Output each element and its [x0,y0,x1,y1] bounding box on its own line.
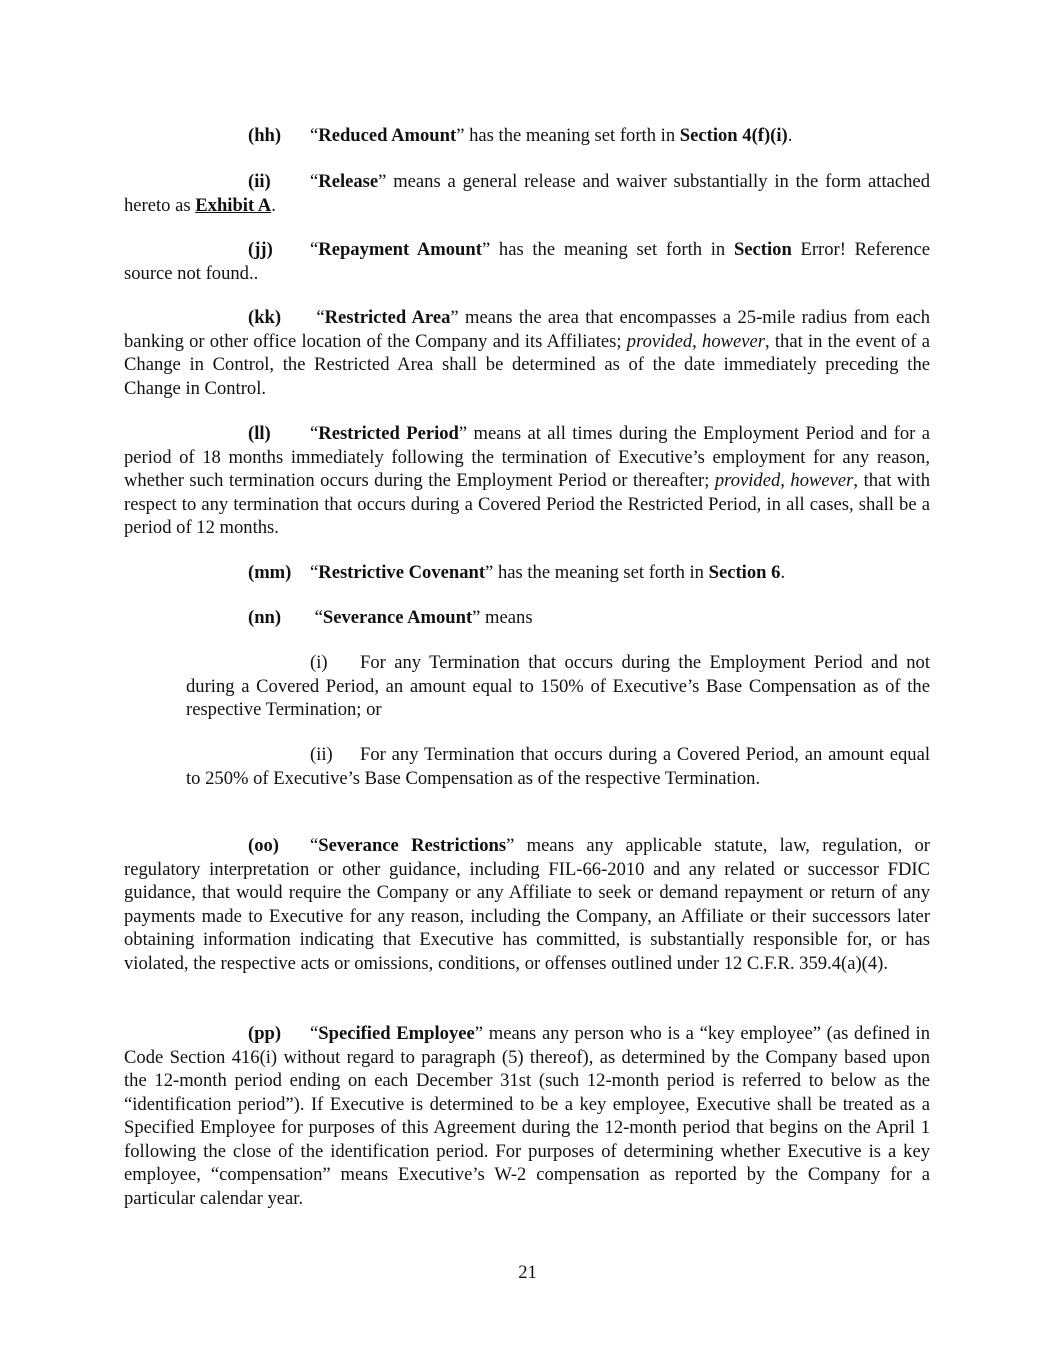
section-reference: Section 4(f)(i) [679,125,788,146]
clause-label: (oo) [248,835,279,856]
clause-label: (pp) [248,1023,282,1044]
defined-term: Restricted Period [318,423,459,444]
clause-label: (hh) [248,125,282,146]
clause-label: (ii) [248,171,271,192]
clause-label: (mm) [248,562,292,583]
defined-term: Repayment Amount [318,239,482,260]
defined-term: Restrictive Covenant [318,562,486,583]
clause-label: (nn) [248,607,282,628]
section-reference: Section [733,239,792,260]
definition-ll: (ll) “Restricted Period” means at all times during the Employment Period and for a period of 18 months immediately following the termination of Executive’s employment for any reason, whether such termination occurs during the Employment Period or thereafter; provided, however, that with respect to any termination that occurs during a Covered Period the Restricted Period, in all cases, shall be a period of 12 months. [124,423,930,538]
definition-nn: (nn) “Severance Amount” means [248,607,533,628]
section-reference: Section 6 [708,562,781,583]
definition-nn-subclause-ii: (ii) For any Termination that occurs during a Covered Period, an amount equal to 250% of Executive’s Base Compensation as of the respective Termination. [186,744,930,789]
definition-oo: (oo) “Severance Restrictions” means any applicable statute, law, regulation, or regulatory interpretation or other guidance, including FIL-66-2010 and any related or successor FDIC guidance, that would require the Company or any Affiliate to seek or demand repayment or return of any payments made to Executive for any reason, including the Company, an Affiliate or their successors later obtaining information indicating that Executive has committed, is substantially responsible for, or has violated, the respective acts or omissions, conditions, or offenses outlined under 12 C.F.R. 359.4(a)(4). [124,835,930,974]
reference-error: Error! Reference source not found.. [124,239,930,284]
defined-term: Reduced Amount [318,125,457,146]
defined-term: Severance Amount [322,607,473,628]
definition-kk: (kk) “Restricted Area” means the area that encompasses a 25-mile radius from each banking or other office location of the Company and its Affiliates; provided, however, that in the event of a Change in Control, the Restricted Area shall be determined as of the date immediately preceding the Change in Control. [124,307,931,399]
clause-label: (ll) [248,423,271,444]
page-number: 21 [518,1262,537,1283]
clause-label: (kk) [248,307,282,328]
definition-hh: (hh) “Reduced Amount” has the meaning set forth in Section 4(f)(i). [248,125,793,146]
definition-mm: (mm) “Restrictive Covenant” has the meaning set forth in Section 6. [248,562,786,583]
subclause-label: (i) [310,652,328,673]
defined-term: Specified Employee [318,1023,475,1044]
definition-nn-subclause-i: (i) For any Termination that occurs during the Employment Period and not during a Covered Period, an amount equal to 150% of Executive’s Base Compensation as of the respective Termination; or [186,652,930,720]
defined-term: Restricted Area [324,307,451,328]
defined-term: Release [318,171,379,192]
exhibit-reference: Exhibit A [195,194,272,216]
subclause-label: (ii) [310,744,333,765]
clause-label: (jj) [248,239,273,260]
definition-ii: (ii) “Release” means a general release and waiver substantially in the form attached hereto as Exhibit A. [124,171,930,216]
definition-pp: (pp) “Specified Employee” means any person who is a “key employee” (as defined in Code Section 416(i) without regard to paragraph (5) thereof), as determined by the Company based upon the 12-month period ending on each December 31st (such 12-month period is referred to below as the “identification period”). If Executive is determined to be a key employee, Executive shall be treated as a Specified Employee for purposes of this Agreement during the 12-month period that begins on the April 1 following the close of the identification period. For purposes of determining whether Executive is a key employee, “compensation” means Executive’s W-2 compensation as reported by the Company for a particular calendar year. [124,1023,930,1209]
definition-jj: (jj) “Repayment Amount” has the meaning set forth in Section Error! Reference source not found.. [124,239,930,284]
defined-term: Severance Restrictions [318,835,507,856]
